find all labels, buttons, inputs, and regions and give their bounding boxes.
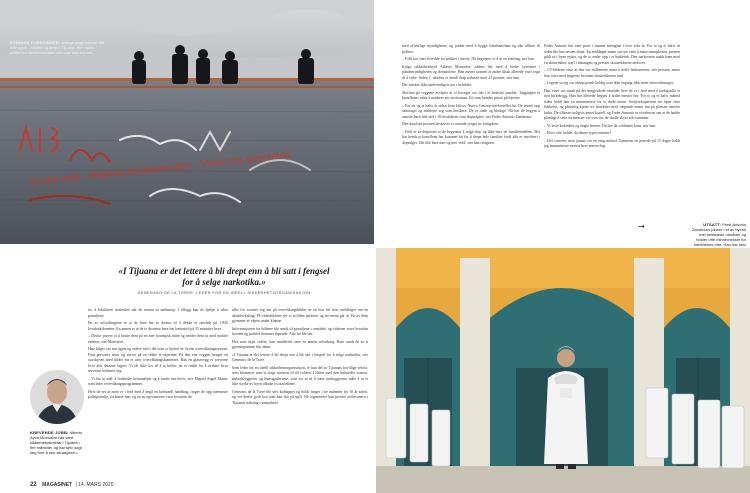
- paragraph: Hva som skjer videre, kan imidlertid være en annen utfordring. Bare rundt én av ti gjerningsmenn blir dømt.: [232, 339, 368, 349]
- photo-priest-church: [376, 248, 750, 493]
- paragraph: – Derfor prøver vi å bruke dem på en mer strategisk måte og sender dem ut med mobile enheter, sier Monsalve.: [88, 334, 228, 344]
- article-column-4: [232, 308, 368, 408]
- article-column-1: [402, 44, 540, 148]
- caption-top-left: [10, 40, 106, 55]
- paragraph: for å lokalisere mistenkte når de mottar et nødanrop. I tillegg kan de hjelpe å sikre patruljene.: [88, 308, 228, 318]
- paragraph: – Det varierer, men januar var en tung måned. Gjennom en periode på 15 dager holdt jeg minnemesse nesten hver eneste dag.: [544, 138, 680, 148]
- paragraph: Det merkes ikke nødvendigvis ute i bybildet.: [402, 83, 472, 87]
- paragraph: – Legene sa jeg var eksepsjonelt heldig som ikke engang fikk noen etterwirkninger.: [544, 81, 674, 85]
- paragraph: – For ett og et halvt år siden kom Jalisco Nueva Generación-kartellet hit. De renset opp sabotaget og etablerte seg som herskere. De er onde og blodige. Nå har de begynt å ansette barn helt ned i 10-årsalderen som dopselgere, sier Fader Antonio Zambrano.: [402, 103, 540, 119]
- police-wall-image: [0, 0, 374, 244]
- priest-church-image: [376, 248, 750, 493]
- caption-body: Alberto Ayón Monsalve har vært sikkerhetsdirektør i Tijuana i fire måneder og har selv sagt seg fore å snu situasjonen.: [30, 430, 83, 455]
- portrait-photo: [30, 370, 84, 424]
- paragraph: Skriften på veggene avslører at vi beveger oss inn i et belastet område. Taggingen er kartellenes måte å markere sitt territorium, litt som hunder pisser på hjørner.: [402, 90, 540, 100]
- paragraph: Informasjonen fra bildene ble sendt til patruljene i området, og videoen viser hvordan havnen og politiet kommer løpende. Alle tre ble tatt.: [232, 326, 368, 336]
- paragraph: – Folk har vært livredde for politiet i årevis. Nå begynner vi å se en endring, sier han.: [402, 57, 535, 61]
- caption-heading: KREVENDE JOBB:: [30, 430, 69, 435]
- paragraph: Fader Antonio har vært prest i samme menighet i over seks år. For to og et halvt år siden ble han nesten drept. En middøper mann var ute etter å mase menigheten, presten gikk ut i byen nyker, og de to endte opp i et basketak. Den narkoraste stakk ham med en skrutrekker, traff i tinningen og presset skrutrekkeren nedover.: [544, 44, 680, 65]
- paragraph: Han viser oss rundt på det inngjerdede området hver de er i ferd med å ferdigstille et nytt kirkebygg. Han har allerede begynt å holde messer her. For to og et halvt måned siden holdt han en minnemesse for to døde menn. Stoljerekopertene sto åpne etter lidtlielse, og plutselig kjørte tre lastebiler med væpnede menn inn på plassen utenfor kirka. De tilhørte troligvis annet kartell, og Fader Antonio er overbevist om at de hadde planlagt å sette en messen var over før de skulle skyte alle sammen.: [544, 88, 680, 120]
- magazine-name: MAGASINET: [42, 482, 73, 488]
- paragraph: – CT-bildene viste at den var millimeter unna å treffe hulearterien, sier presten, mens han viser med fingrene hvordan skrutrekkeren traff.: [544, 68, 680, 78]
- paragraph: Hvis de ser at noen er i ferd med å begå en kriminell handling, ringer de opp nærmeste politipatrulje, forklarer han, og en av operatørene viser hvordan de: [88, 389, 228, 399]
- issue-date: 14. MARS 2020: [78, 482, 114, 488]
- caption-body: Prest Antonio Zambrano jobber i et av byens mer belastede områder og holder ofte minnemesser for kartellenes ofre. Han har selv: [691, 222, 746, 247]
- paragraph: En av utfordringene er at de bare har to droner til å dekke et område på 1.845 kvadratkilometer. En annen er at de to dronene bare har batteritid på 35 minutter hver.: [88, 321, 228, 331]
- paragraph: Generaro de la Torre ble selv kidnappet og holdt fanget i tre måneder for 16 år siden, og vet derfor godt hva som kan skå på spill. Nå organiserer han private ordrerunern i Tijuanas nabolag i samarbeid: [232, 389, 368, 405]
- paragraph: «I Tijuana er det lettere å bli drept enn å bli satt i fengsel for å selge narkotika, sier Generaro de la Torre.: [232, 352, 368, 362]
- portrait-image: [30, 370, 84, 424]
- caption-heading: UTSATT:: [703, 222, 722, 227]
- caption-heading: KVINNER FORSVINNER:: [10, 40, 61, 45]
- paragraph: Han følger oss inn igjen og videre ned i det som er hjertet av byens overvåkningssystem. Fem personer sitter og stirrer på en rekke tv-skjermer. På den ene veggen henger en storskjerm med bilder fra et utav overvåkningskameraer. Bak en glassvegg er serverne hvor alle dataene lagres. Vi får ikke lov til å ta bilder, da er redde for å avsløre hvor serverne befinner seg.: [88, 347, 228, 373]
- paragraph: Som leder for en ideell sikkerhetsorganisasjon, er han del av Tijuanas frivillige sektor, som blomstrer som et slags motsvar til all volden. I likhet med den kulturelle scenen, mikrobryggerier og kunstgalleriene, som ser ut til å være innbyggernes måte å ta et litte styrke av byen tilbake fra kartellene.: [232, 365, 368, 386]
- page-number: 22: [30, 482, 37, 488]
- paragraph: Ifølge sikkerhetsbyrå Alberto Monsalve, jobbes det med å bedre systemet i påtalemyndigheten og domstolene. Han mener uansett at andre tiltak allerede viser tegn til å virke. Siden 1. oktober er antall drap redusert med 24 prosent, sier han.: [402, 64, 540, 80]
- caption-portrait: [30, 430, 84, 455]
- paragraph: – Vi har to mål: å forhindre kriminalitet og å samle inn bevis, sier Miguel Angel Marin, som leder overvåkingsprogrammet.: [88, 376, 228, 386]
- photo-police-wall: [0, 0, 374, 244]
- arrow-right-icon: →: [638, 222, 645, 231]
- paragraph: – Folk er så desperate at de begynner å selge dop, og ikke bare ett familiemedlem. Det har hendt at kartellene har kommet hit for å drepe hele familier fordi alle er involvert i dopsalget. Det blir bare mer og mer vold, sier han resignert.: [402, 129, 540, 145]
- paragraph: – Vi laste kirkedørs og ringte barren. De dro da soldatene kom, sier han.: [544, 123, 657, 128]
- paragraph: Den katolske presten beskriver et område tynget av fattigdom.: [402, 122, 499, 126]
- page-footer: 22 MAGASINET | 14. MARS 2020: [30, 482, 114, 488]
- caption-body: Mange unge kvinner blir kidnappet, voldtatt og drept i Tijuana. Her vokter politiet en demonstrasjon mot vold mot kvinner.: [10, 40, 105, 55]
- paragraph: – Hvor ofte holder du denne typen messer?: [544, 131, 612, 135]
- paragraph: med offentlige myndigheter, og jobber med å bygge lokalsamfunn og øke tilliten til politiet.: [402, 44, 540, 54]
- pull-quote: «I Tijuana er det lettere å bli drept enn å bli satt i fengsel for å selge narkotika.»: [118, 266, 330, 287]
- graffiti-text: Ni una más · Mujeres desaparecidas · Vivas nos queremos: [29, 149, 292, 188]
- quote-source: GENERARO DE LA TORRE, LEDER FOR EN IDEELL SIKKERHETSORGANISASJON: [137, 291, 311, 295]
- article-column-3: [88, 308, 228, 403]
- article-column-2: [544, 44, 680, 152]
- paragraph: ulke for soomer seg inn på overvåkingsbilder av en bvit bil etter meldinger om en skuddveksling. På videobildene ser vi at bilen parkerer og tre menn går ut. En av dem gjemmer et våpen under klærne.: [232, 308, 368, 323]
